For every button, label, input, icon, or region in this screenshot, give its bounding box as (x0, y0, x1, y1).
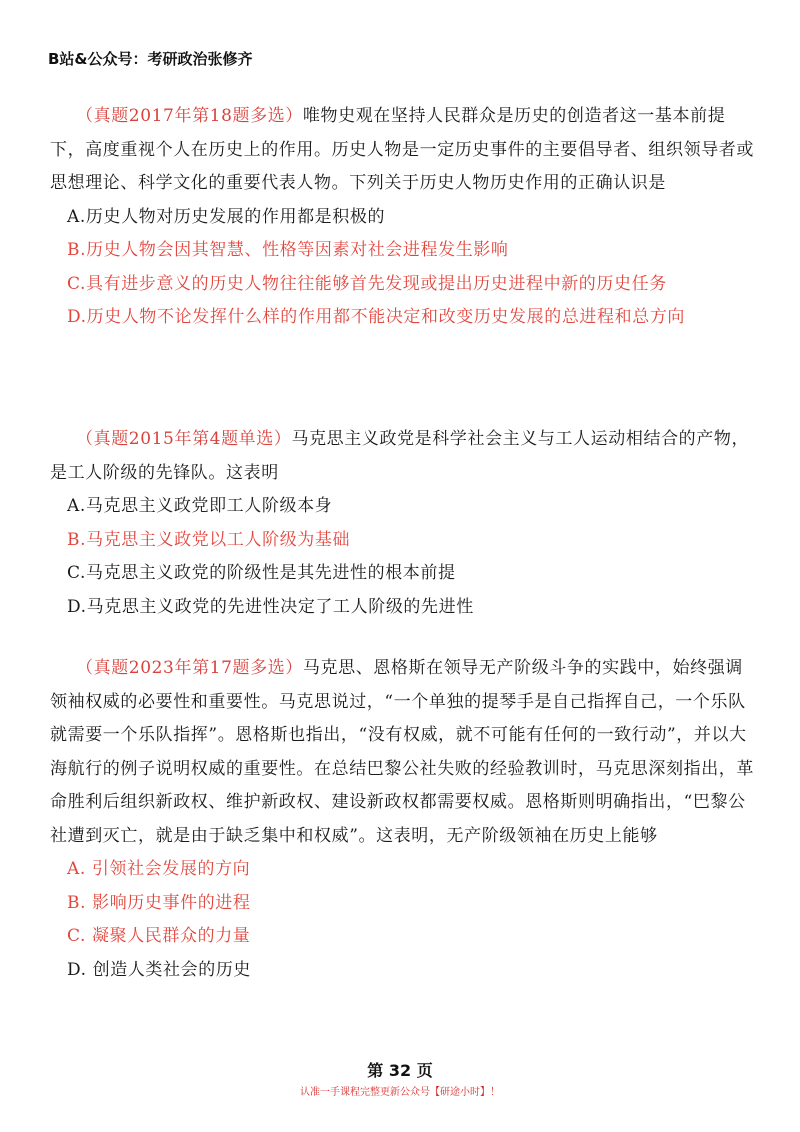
question-block-3 (50, 652, 754, 987)
question-stem (50, 423, 754, 490)
option-d: D.历史人物不论发挥什么样的作用都不能决定和改变历史发展的总进程和总方向 (67, 307, 686, 327)
option-c: C. 凝聚人民群众的力量 (67, 926, 251, 946)
footer-note: 认准一手课程完整更新公众号【研途小时】！ (300, 1087, 500, 1098)
question-tag: （真题2017年第18题多选） (76, 106, 303, 126)
option-b: B. 影响历史事件的进程 (67, 892, 251, 913)
option-b: B.历史人物会因其智慧、性格等因素对社会进程发生影响 (67, 240, 509, 260)
option-c: C.马克思主义政党的阶级性是其先进性的根本前提 (67, 563, 456, 583)
question-tag: （真题2015年第4题单选） (76, 429, 292, 449)
option-d: D.马克思主义政党的先进性决定了工人阶级的先进性 (67, 596, 474, 617)
header-source-label: B站&公众号：考研政治张修齐 (48, 50, 253, 68)
question-text: 唯物史观在坚持人民群众是历史的创造者这一基本前提下，高度重视个人在历史上的作用。历史人物是一定历史事件的主要倡导者、组织领导者或思想理论、科学文化的重要代表人物。下列关于历史人物历史作用的正确认识是 (50, 106, 754, 193)
option-a: A.历史人物对历史发展的作用都是积极的 (67, 206, 386, 227)
question-text: 马克思、恩格斯在领导无产阶级斗争的实践中，始终强调领袖权威的必要性和重要性。马克思说过，“一个单独的提琴手是自己指挥自己，一个乐队就需要一个乐队指挥”。恩格斯也指出，“没有权威，就不可能有任何的一致行动”，并以大海航行的例子说明权威的重要性。在总结巴黎公社失败的经验教训时，马克思深刻指出，革命胜利后组织新政权、维护新政权、建设新政权都需要权威。恩格斯则明确指出，“巴黎公社遭到灭亡，就是由于缺乏集中和权威”。这表明，无产阶级领袖在历史上能够 (50, 658, 754, 846)
option-b: B.马克思主义政党以工人阶级为基础 (67, 529, 351, 550)
question-stem (50, 100, 754, 201)
question-tag: （真题2023年第17题多选） (76, 658, 303, 678)
option-a: A.马克思主义政党即工人阶级本身 (67, 496, 333, 516)
question-block-1 (50, 100, 754, 335)
question-block-2 (50, 423, 754, 624)
option-d: D. 创造人类社会的历史 (67, 959, 252, 980)
option-a: A. 引领社会发展的方向 (67, 859, 251, 879)
page-number: 第 32 页 (367, 1061, 433, 1080)
question-stem (50, 652, 754, 853)
question-text: 马克思主义政党是科学社会主义与工人运动相结合的产物，是工人阶级的先锋队。这表明 (50, 429, 750, 483)
option-c: C.具有进步意义的历史人物往往能够首先发现或提出历史进程中新的历史任务 (67, 273, 667, 294)
